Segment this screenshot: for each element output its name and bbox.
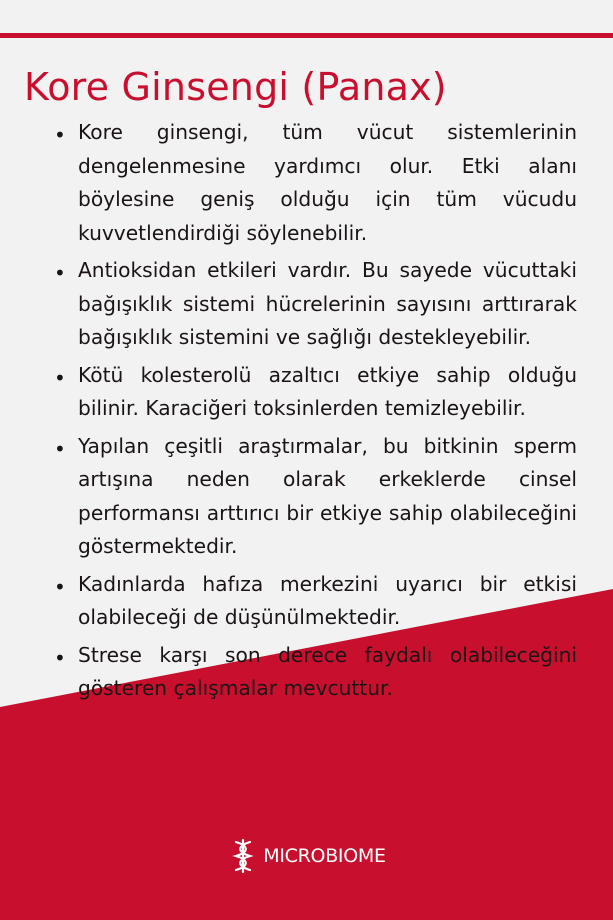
bullet-dot: • (54, 365, 66, 390)
microbiome-logo-icon (227, 838, 259, 874)
microbiome-logo (0, 836, 613, 876)
bullet-text: Kadınlarda hafıza merkezini uyarıcı bir etkisi olabileceği de düşünülmektedir. (78, 571, 577, 629)
bullet-item (54, 430, 577, 564)
bullet-item (54, 254, 577, 355)
bullet-item (54, 116, 577, 250)
top-accent-stripe (0, 33, 613, 38)
bullet-text: Strese karşı son derece faydalı olabileceğini gösteren çalışmalar mevcuttur. (78, 642, 577, 700)
page-title: Kore Ginsengi (Panax) (24, 65, 447, 109)
bullet-text: Antioksidan etkileri vardır. Bu sayede vücuttaki bağışıklık sistemi hücrelerinin sayısını arttırarak bağışıklık sistemini ve sağlığı destekleyebilir. (78, 258, 577, 349)
bullet-dot: • (54, 436, 66, 461)
logo-text: MICROBIOME (263, 845, 386, 867)
bullet-text: Kore ginsengi, tüm vücut sistemlerinin dengelenmesine yardımcı olur. Etki alanı böylesine geniş olduğu için tüm vücudu kuvvetlendirdiği söylenebilir. (78, 120, 577, 245)
bullet-dot: • (54, 645, 66, 670)
bullet-list (54, 116, 577, 710)
bullet-dot: • (54, 261, 66, 285)
bullet-item (54, 639, 577, 706)
bullet-text: Yapılan çeşitli araştırmalar, bu bitkinin sperm artışına neden olarak erkeklerde cinsel performansı arttırıcı bir etkiye sahip olabileceğini göstermektedir. (78, 433, 577, 558)
bullet-dot: • (54, 574, 66, 599)
bullet-item (54, 359, 577, 426)
bullet-item (54, 568, 577, 635)
bullet-dot: • (54, 123, 66, 147)
bullet-text: Kötü kolesterolü azaltıcı etkiye sahip olduğu bilinir. Karaciğeri toksinlerden temizleyebilir. (78, 362, 577, 420)
